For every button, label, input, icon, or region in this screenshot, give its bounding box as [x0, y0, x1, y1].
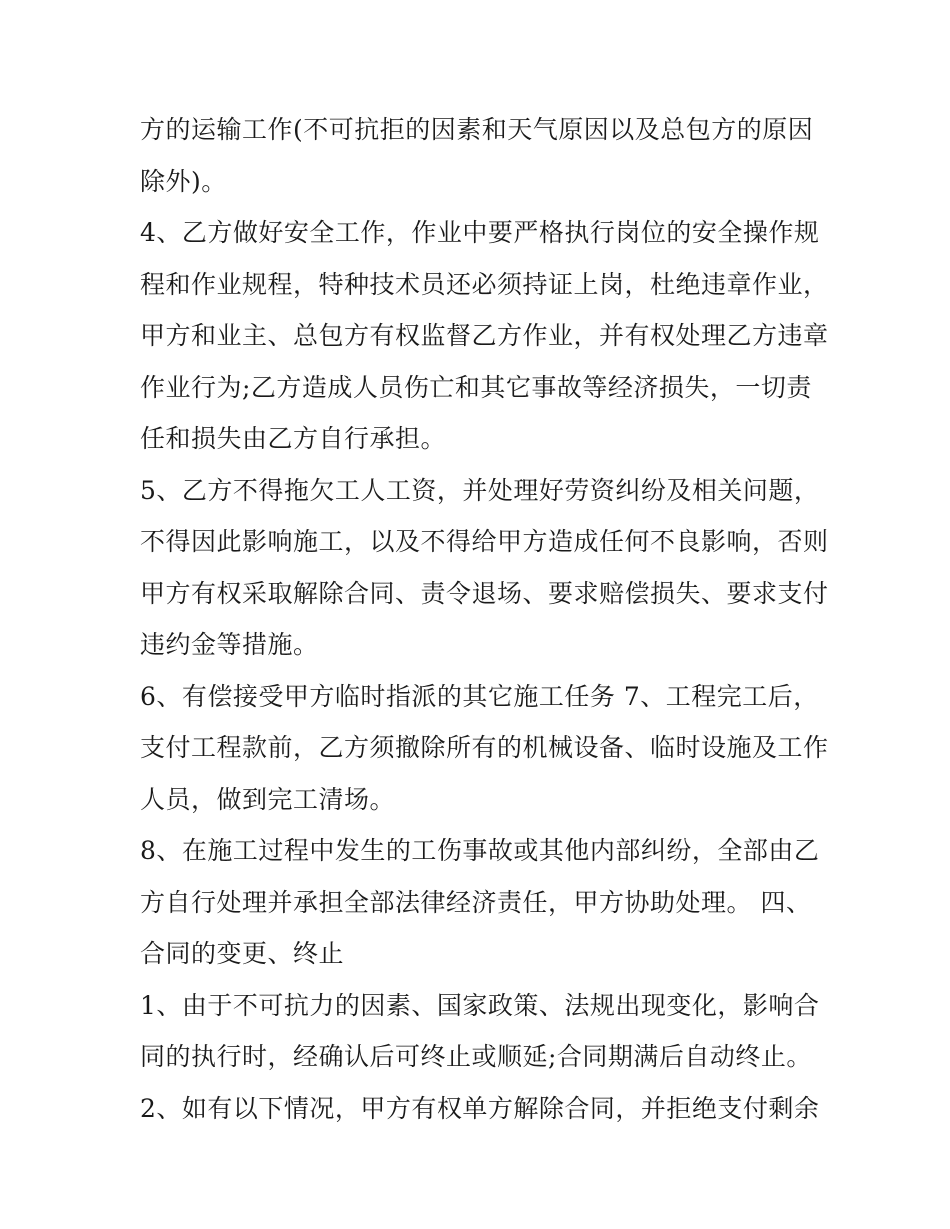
- text-line: 违约金等措施。: [140, 630, 319, 659]
- text-line: 作业行为;乙方造成人员伤亡和其它事故等经济损失，一切责: [140, 373, 812, 402]
- text-line: 8、在施工过程中发生的工伤事故或其他内部纠纷，全部由乙: [140, 836, 820, 865]
- text-line: 甲方和业主、总包方有权监督乙方作业，并有权处理乙方违章: [140, 321, 829, 350]
- text-line: 合同的变更、终止: [140, 939, 345, 968]
- text-line: 6、有偿接受甲方临时指派的其它施工任务 7、工程完工后，: [140, 682, 819, 711]
- text-line: 不得因此影响施工，以及不得给甲方造成任何不良影响，否则: [140, 527, 829, 556]
- text-line: 同的执行时，经确认后可终止或顺延;合同期满后自动终止。: [140, 1042, 812, 1071]
- text-line: 支付工程款前，乙方须撤除所有的机械设备、临时设施及工作: [140, 733, 829, 762]
- text-line: 5、乙方不得拖欠工人工资，并处理好劳资纠纷及相关问题，: [140, 476, 820, 505]
- text-line: 4、乙方做好安全工作，作业中要严格执行岗位的安全操作规: [140, 218, 820, 247]
- text-line: 1、由于不可抗力的因素、国家政策、法规出现变化，影响合: [140, 991, 820, 1020]
- text-line: 2、如有以下情况，甲方有权单方解除合同，并拒绝支付剩余: [140, 1094, 820, 1123]
- text-line: 任和损失由乙方自行承担。: [140, 424, 447, 453]
- text-line: 除外)。: [140, 167, 227, 196]
- text-line: 程和作业规程，特种技术员还必须持证上岗，杜绝违章作业，: [140, 270, 829, 299]
- text-line: 甲方有权采取解除合同、责令退场、要求赔偿损失、要求支付: [140, 579, 829, 608]
- text-line: 人员，做到完工清场。: [140, 785, 396, 814]
- text-line: 方自行处理并承担全部法律经济责任，甲方协助处理。 四、: [140, 888, 812, 917]
- text-line: 方的运输工作(不可抗拒的因素和天气原因以及总包方的原因: [140, 115, 814, 144]
